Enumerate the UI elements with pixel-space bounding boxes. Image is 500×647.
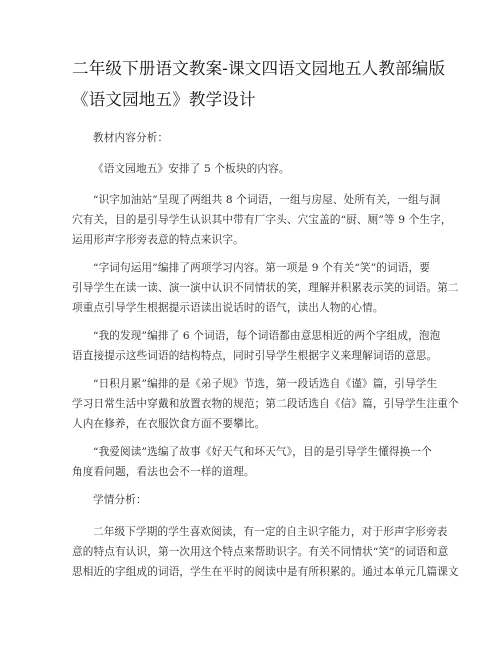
paragraph-line: 引导学生在读一读、演一演中认识不同情状的笑，理解并积累表示笑的词语。第二 bbox=[72, 282, 459, 294]
paragraph bbox=[72, 490, 430, 510]
paragraph bbox=[72, 159, 430, 179]
paragraph bbox=[72, 442, 430, 482]
paragraph-line: 人内在修养，在衣服饮食方面不要攀比。 bbox=[72, 418, 266, 430]
paragraph-line: “我的发现”编排了 6 个词语，每个词语都由意思相近的两个字组成，泡泡 bbox=[93, 330, 441, 342]
paragraph-line: 运用形声字形旁表意的特点来识字。 bbox=[72, 234, 244, 246]
paragraph-line: 教材内容分析： bbox=[93, 132, 169, 144]
paragraph-line: 《语文园地五》安排了 5 个板块的内容。 bbox=[93, 163, 290, 175]
document-title-line-1: 二年级下册语文教案-课文四语文园地五人教部编版 bbox=[72, 59, 446, 78]
paragraph-line: “我爱阅读”选编了故事《好天气和坏天气》，目的是引导学生懂得换一个 bbox=[93, 446, 432, 458]
paragraph bbox=[72, 258, 459, 318]
paragraph-line: 思相近的字组成的词语，学生在平时的阅读中是有所积累的。通过本单元几篇课文 bbox=[72, 566, 459, 578]
paragraph bbox=[72, 190, 452, 250]
paragraph-line: 角度看问题，看法也会不一样的道理。 bbox=[72, 466, 255, 478]
paragraph bbox=[72, 128, 430, 148]
paragraph-line: 项重点引导学生根据提示语读出说话时的语气，读出人物的心情。 bbox=[72, 302, 384, 314]
paragraph-line: 穴有关，目的是引导学生认识其中带有厂字头、穴宝盖的“厨、厕”等 9 个生字， bbox=[72, 214, 452, 226]
paragraph-line: 学情分析： bbox=[93, 494, 147, 506]
paragraph bbox=[72, 326, 441, 366]
paragraph-line: 二年级下学期的学生喜欢阅读，有一定的自主识字能力，对于形声字形旁表 bbox=[93, 526, 448, 538]
document-title-line-2: 《语文园地五》教学设计 bbox=[72, 90, 256, 109]
paragraph-line: “日积月累”编排的是《弟子规》节选，第一段话选自《谨》篇，引导学生 bbox=[93, 378, 438, 390]
paragraph bbox=[72, 374, 459, 434]
paragraph-line: “识字加油站”呈现了两组共 8 个词语，一组与房屋、处所有关，一组与洞 bbox=[93, 194, 441, 206]
paragraph bbox=[72, 522, 459, 582]
paragraph-line: 学习日常生活中穿戴和放置衣物的规范；第二段话选自《信》篇，引导学生注重个 bbox=[72, 398, 459, 410]
paragraph-line: “字词句运用”编排了两项学习内容。第一项是 9 个有关“笑”的词语，要 bbox=[93, 262, 431, 274]
paragraph-line: 语直接提示这些词语的结构特点，同时引导学生根据字义来理解词语的意思。 bbox=[72, 350, 438, 362]
paragraph-line: 意的特点有认识，第一次用这个特点来帮助识字。有关不同情状“笑”的词语和意 bbox=[72, 546, 449, 558]
